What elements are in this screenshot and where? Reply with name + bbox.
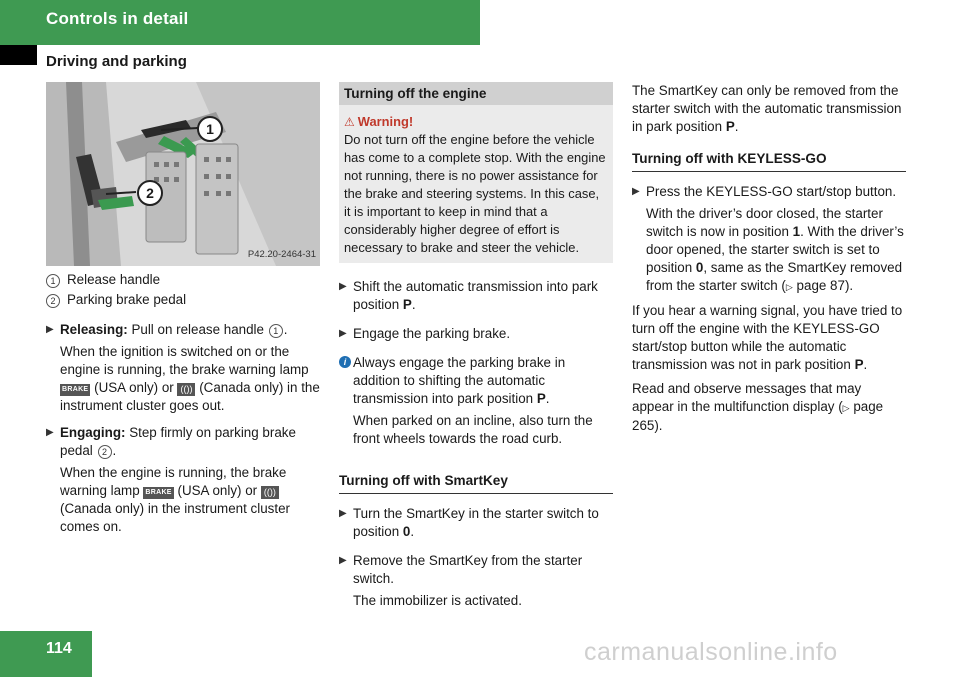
step-turn-key: ▶ Turn the SmartKey in the starter switch to position 0. xyxy=(339,506,599,539)
releasing-note: When the ignition is switched on or the engine is running, the brake warning lamp BRAKE (USA only) or (()) (Canada only) in the instrument cluster goes out. xyxy=(60,344,320,413)
page-ref-icon: ▷ xyxy=(785,282,793,292)
section-subheading: Driving and parking xyxy=(46,53,187,70)
legend-item xyxy=(46,291,320,311)
engaging-note: When the engine is running, the brake warning lamp BRAKE (USA only) or (()) (Canada only) in the instrument cluster comes on. xyxy=(60,465,290,534)
step-arrow-icon: ▶ xyxy=(339,555,347,566)
parking-brake-figure xyxy=(46,82,320,266)
legend-label: Parking brake pedal xyxy=(67,292,187,307)
column-left xyxy=(46,82,320,536)
step-arrow-icon: ▶ xyxy=(339,281,347,292)
box-title: Turning off the engine xyxy=(339,82,613,105)
watermark: carmanualsonline.info xyxy=(584,638,838,666)
smartkey-intro: The SmartKey can only be removed from the starter switch with the automatic transmission in park position P. xyxy=(632,83,902,134)
step-engage-brake: ▶ Engage the parking brake. xyxy=(339,326,511,341)
step-shift-park: ▶ Shift the automatic transmission into park position P. xyxy=(339,279,598,312)
info-note: i Always engage the parking brake in addition to shifting the automatic transmission into park position P. xyxy=(339,354,613,408)
warning-text: Do not turn off the engine before the vehicle has come to a complete stop. With the engine not running, there is no power assistance for the brake and steering systems. In this case, it is important to keep in mind that a considerably higher degree of effort is necessary to brake and steer the vehicle. xyxy=(344,132,606,255)
step-releasing: ▶ Releasing: Pull on release handle 1 . xyxy=(46,322,288,337)
step-arrow-icon: ▶ xyxy=(632,186,640,197)
figure-code: P42.20-2464-31 xyxy=(247,249,316,260)
section-heading-keyless: Turning off with KEYLESS-GO xyxy=(632,150,906,172)
warning-triangle-icon: ⚠ xyxy=(344,115,355,129)
callout-2: 2 xyxy=(137,180,163,206)
column-right xyxy=(632,82,906,435)
page-ref-icon: ▷ xyxy=(842,403,850,413)
warning-box xyxy=(339,105,613,263)
immobilizer-note: The immobilizer is activated. xyxy=(353,593,522,608)
legend-label: Release handle xyxy=(67,272,161,287)
step-arrow-icon: ▶ xyxy=(339,328,347,339)
step-arrow-icon: ▶ xyxy=(46,324,54,335)
chapter-title: Controls in detail xyxy=(46,9,189,28)
keyless-note: With the driver’s door closed, the starter switch is now in position 1. With the driver’s door opened, the starter switch is set to position 0, same as the SmartKey removed from the starter switch (▷ page 87). xyxy=(646,206,904,293)
info-icon: i xyxy=(339,356,351,368)
info-incline-note: When parked on an incline, also turn the front wheels towards the road curb. xyxy=(353,413,593,446)
column-middle xyxy=(339,82,613,610)
step-remove-key: ▶ Remove the SmartKey from the starter switch. xyxy=(339,553,583,586)
page-number: 114 xyxy=(46,640,72,657)
step-arrow-icon: ▶ xyxy=(339,508,347,519)
header-marker xyxy=(0,45,37,65)
canada-brake-warning-icon: (()) xyxy=(261,486,279,499)
brake-warning-icon: BRAKE xyxy=(60,384,90,396)
step-engaging: ▶ Engaging: Step firmly on parking brake pedal 2 . xyxy=(46,425,296,458)
callout-1: 1 xyxy=(197,116,223,142)
section-heading-smartkey: Turning off with SmartKey xyxy=(339,472,613,494)
canada-brake-warning-icon: (()) xyxy=(177,383,195,396)
warning-signal-paragraph: If you hear a warning signal, you have tried to turn off the engine with the KEYLESS-GO start/stop button while the automatic transmission was not in park position P. xyxy=(632,303,903,372)
legend-item xyxy=(46,271,320,291)
legend-number-1: 1 xyxy=(46,274,60,288)
step-arrow-icon: ▶ xyxy=(46,427,54,438)
legend-number-2: 2 xyxy=(46,294,60,308)
pedal-illustration xyxy=(46,82,320,266)
warning-heading: ⚠ Warning! xyxy=(344,114,414,129)
figure-legend xyxy=(46,271,320,311)
multifunction-paragraph: Read and observe messages that may appear in the multifunction display (▷ page 265). xyxy=(632,381,884,433)
step-press-keyless: ▶ Press the KEYLESS-GO start/stop button. xyxy=(632,184,897,199)
brake-warning-icon: BRAKE xyxy=(143,487,173,499)
